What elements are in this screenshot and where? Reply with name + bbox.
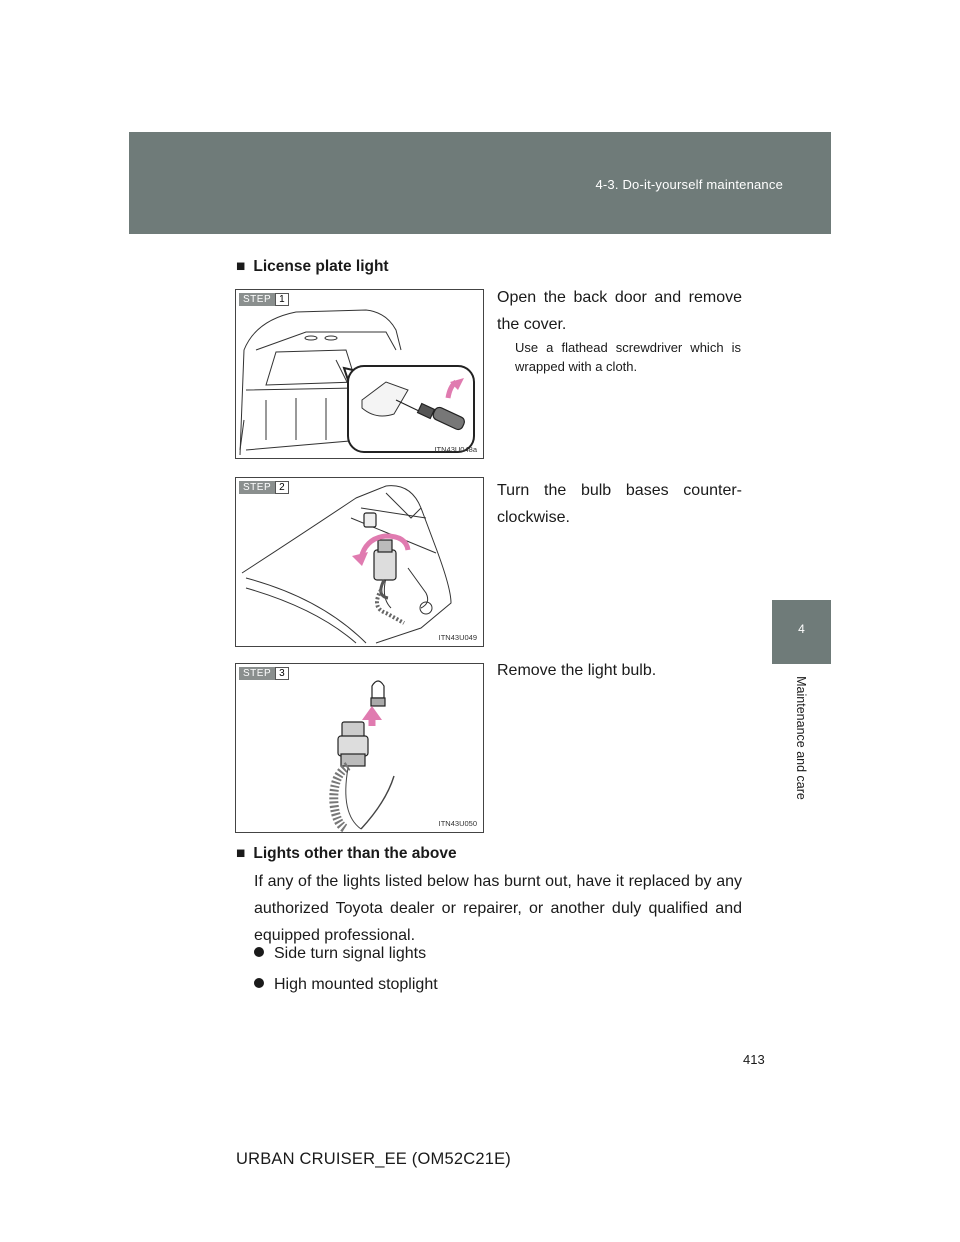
step-1-figure [235, 289, 484, 459]
square-bullet-icon: ■ [236, 258, 246, 275]
step-1-note: Use a flathead screwdriver which is wrapped with a cloth. [515, 340, 741, 374]
round-bullet-icon [254, 978, 264, 988]
page-number: 413 [743, 1052, 765, 1067]
section-title: 4-3. Do-it-yourself maintenance [595, 177, 783, 192]
section-heading-license-plate [236, 258, 389, 276]
chapter-tab [772, 600, 831, 664]
other-lights-paragraph: If any of the lights listed below has burnt out, have it replaced by any authorized Toyota dealer or repairer, or another duly qualified and equipped professional. [254, 873, 742, 944]
step-2-instruction: Turn the bulb bases counter-clockwise. [497, 482, 742, 526]
footer-model-code: URBAN CRUISER_EE (OM52C21E) [236, 1150, 511, 1168]
step-1-instruction: Open the back door and remove the cover. [497, 289, 742, 333]
step-badge: STEP 3 [239, 667, 289, 680]
light-bulb-illustration [236, 664, 485, 834]
chapter-label: Maintenance and care [794, 676, 808, 800]
figure-code: ITN43U049 [438, 633, 477, 642]
square-bullet-icon: ■ [236, 845, 246, 862]
figure-code: ITN43U048a [434, 445, 477, 454]
round-bullet-icon [254, 947, 264, 957]
step-3-figure [235, 663, 484, 833]
figure-code: ITN43U050 [438, 819, 477, 828]
section-heading-other-lights [236, 845, 457, 863]
back-door-illustration [236, 290, 485, 460]
section-heading-text: Lights other than the above [253, 845, 457, 862]
header-band [129, 132, 831, 234]
step-badge: STEP 2 [239, 481, 289, 494]
chapter-number: 4 [798, 622, 805, 636]
section-heading-text: License plate light [253, 258, 389, 275]
step-2-figure [235, 477, 484, 647]
step-3-instruction: Remove the light bulb. [497, 662, 657, 679]
bulb-base-illustration [236, 478, 485, 648]
list-item: High mounted stoplight [254, 976, 438, 994]
step-badge: STEP 1 [239, 293, 289, 306]
list-item: Side turn signal lights [254, 945, 426, 963]
